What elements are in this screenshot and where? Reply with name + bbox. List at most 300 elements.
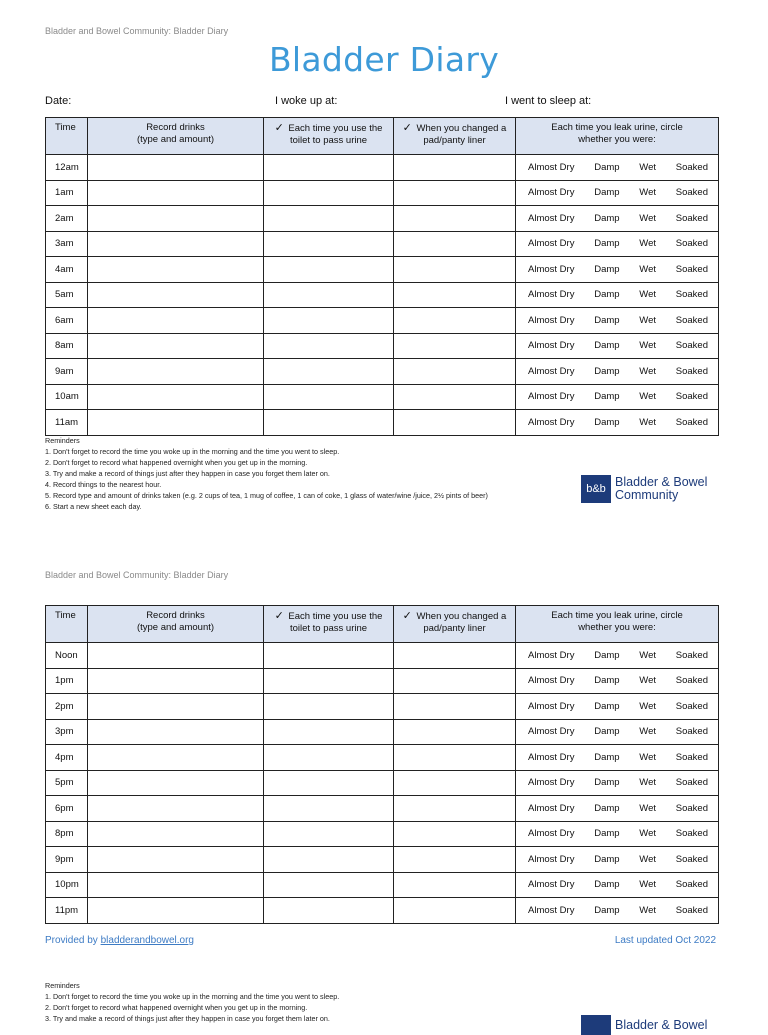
table-row (46, 796, 719, 822)
time-cell: 3pm (46, 719, 88, 745)
page-title: Bladder Diary (268, 40, 500, 79)
drinks-cell[interactable] (88, 770, 264, 796)
toilet-cell[interactable] (264, 410, 394, 436)
checkmark-icon: ✓ (402, 122, 412, 134)
table-row (46, 359, 719, 385)
leak-options (516, 650, 718, 661)
leak-cell (516, 694, 719, 720)
leak-option[interactable]: Almost Dry (528, 289, 575, 301)
pad-cell[interactable] (394, 359, 516, 385)
drinks-cell[interactable] (88, 257, 264, 283)
leak-option[interactable]: Soaked (675, 726, 708, 738)
drinks-cell[interactable] (88, 282, 264, 308)
leak-options (516, 417, 718, 428)
leak-option[interactable]: Soaked (675, 263, 708, 275)
leak-option[interactable]: Soaked (675, 314, 708, 326)
table-row (46, 257, 719, 283)
toilet-cell[interactable] (264, 231, 394, 257)
leak-option[interactable]: Wet (639, 365, 657, 377)
leak-option[interactable]: Damp (594, 187, 620, 199)
toilet-cell[interactable] (264, 308, 394, 334)
leak-option[interactable]: Damp (594, 289, 620, 301)
drinks-cell[interactable] (88, 359, 264, 385)
reminders (45, 435, 488, 512)
time-cell: 2pm (46, 694, 88, 720)
leak-option[interactable]: Almost Dry (528, 161, 575, 173)
reminders-title: Reminders (45, 436, 80, 445)
drinks-cell[interactable] (88, 333, 264, 359)
table-row (46, 282, 719, 308)
table-row (46, 847, 719, 873)
toilet-cell[interactable] (264, 257, 394, 283)
col-leak-header (516, 118, 719, 155)
toilet-cell[interactable] (264, 796, 394, 822)
leak-option[interactable]: Almost Dry (528, 263, 575, 275)
drinks-cell[interactable] (88, 206, 264, 232)
leak-option[interactable]: Wet (639, 263, 657, 275)
leak-option[interactable]: Almost Dry (528, 879, 575, 891)
leak-option[interactable]: Wet (639, 340, 657, 352)
leak-options (516, 701, 718, 712)
leak-option[interactable]: Soaked (675, 365, 708, 377)
leak-option[interactable]: Damp (594, 700, 620, 712)
leak-option[interactable]: Almost Dry (528, 751, 575, 763)
logo-mark: b&b (581, 475, 611, 503)
table-row (46, 410, 719, 436)
table-row (46, 668, 719, 694)
leak-option[interactable]: Wet (639, 904, 657, 916)
reminder-item: 1. Don't forget to record the time you woke up in the morning and the time you went to sleep. (45, 447, 340, 456)
leak-header-line1: Each time you leak urine, circle (551, 122, 683, 133)
leak-option[interactable]: Almost Dry (528, 391, 575, 403)
leak-option[interactable]: Damp (594, 314, 620, 326)
time-cell: 2am (46, 206, 88, 232)
col-leak-header (516, 606, 719, 643)
col-toilet-header (264, 118, 394, 155)
leak-cell (516, 155, 719, 181)
drinks-cell[interactable] (88, 180, 264, 206)
table-row (46, 155, 719, 181)
leak-option[interactable]: Soaked (675, 853, 708, 865)
leak-option[interactable]: Soaked (675, 777, 708, 789)
table-row (46, 643, 719, 669)
leak-option[interactable]: Wet (639, 238, 657, 250)
leak-cell (516, 898, 719, 924)
leak-option[interactable]: Almost Dry (528, 187, 575, 199)
leak-option[interactable]: Soaked (675, 675, 708, 687)
date-label: Date: (45, 95, 72, 107)
leak-cell (516, 333, 719, 359)
reminder-item: 6. Start a new sheet each day. (45, 502, 142, 511)
leak-options (516, 162, 718, 173)
leak-option[interactable]: Damp (594, 340, 620, 352)
leak-options (516, 675, 718, 686)
leak-cell (516, 359, 719, 385)
table-row (46, 745, 719, 771)
drinks-cell[interactable] (88, 694, 264, 720)
leak-option[interactable]: Damp (594, 726, 620, 738)
leak-option[interactable]: Almost Dry (528, 314, 575, 326)
running-header: Bladder and Bowel Community: Bladder Diary (45, 570, 229, 580)
pad-cell[interactable] (394, 898, 516, 924)
leak-option[interactable]: Damp (594, 238, 620, 250)
toilet-header-line1: Each time you use the (288, 123, 383, 134)
drinks-cell[interactable] (88, 796, 264, 822)
table-row (46, 898, 719, 924)
col-drinks-header (88, 118, 264, 155)
leak-cell (516, 821, 719, 847)
pad-cell[interactable] (394, 796, 516, 822)
leak-option[interactable]: Almost Dry (528, 649, 575, 661)
drinks-cell[interactable] (88, 719, 264, 745)
leak-cell (516, 308, 719, 334)
leak-cell (516, 847, 719, 873)
leak-options (516, 391, 718, 402)
pad-cell[interactable] (394, 206, 516, 232)
leak-option[interactable]: Soaked (675, 161, 708, 173)
checkmark-icon: ✓ (402, 610, 412, 622)
table-header-row (46, 118, 719, 155)
drinks-cell[interactable] (88, 847, 264, 873)
leak-option[interactable]: Wet (639, 289, 657, 301)
table-row (46, 821, 719, 847)
leak-option[interactable]: Almost Dry (528, 726, 575, 738)
pad-cell[interactable] (394, 847, 516, 873)
leak-option[interactable]: Almost Dry (528, 802, 575, 814)
leak-cell (516, 384, 719, 410)
leak-option[interactable]: Damp (594, 365, 620, 377)
leak-cell (516, 206, 719, 232)
drinks-cell[interactable] (88, 643, 264, 669)
time-cell: 1am (46, 180, 88, 206)
toilet-cell[interactable] (264, 821, 394, 847)
sleep-label: I went to sleep at: (505, 95, 592, 107)
leak-option[interactable]: Wet (639, 777, 657, 789)
leak-option[interactable]: Almost Dry (528, 238, 575, 250)
table-row (46, 308, 719, 334)
leak-option[interactable]: Soaked (675, 416, 708, 428)
drinks-cell[interactable] (88, 384, 264, 410)
toilet-cell[interactable] (264, 155, 394, 181)
leak-option[interactable]: Soaked (675, 238, 708, 250)
leak-option[interactable]: Almost Dry (528, 365, 575, 377)
reminder-item: 2. Don't forget to record what happened overnight when you get up in the morning. (45, 458, 308, 467)
leak-options (516, 905, 718, 916)
drinks-header-line1: Record drinks (146, 122, 205, 133)
leak-option[interactable]: Almost Dry (528, 675, 575, 687)
leak-options (516, 828, 718, 839)
leak-option[interactable]: Damp (594, 416, 620, 428)
drinks-cell[interactable] (88, 898, 264, 924)
logo-text (615, 476, 707, 502)
pad-cell[interactable] (394, 282, 516, 308)
logo-line2: Community (615, 488, 679, 502)
leak-option[interactable]: Damp (594, 879, 620, 891)
toilet-cell[interactable] (264, 206, 394, 232)
pad-header-line1: When you changed a (416, 123, 507, 134)
footer-last-updated: Last updated Oct 2022 (614, 935, 716, 946)
leak-option[interactable]: Wet (639, 675, 657, 687)
leak-option[interactable]: Soaked (675, 649, 708, 661)
time-cell: 11pm (46, 898, 88, 924)
leak-options (516, 752, 718, 763)
toilet-cell[interactable] (264, 643, 394, 669)
provided-by-label: Provided by (45, 935, 98, 946)
leak-option[interactable]: Almost Dry (528, 777, 575, 789)
pad-cell[interactable] (394, 333, 516, 359)
col-pad-header (394, 118, 516, 155)
pad-cell[interactable] (394, 719, 516, 745)
leak-cell (516, 643, 719, 669)
toilet-cell[interactable] (264, 384, 394, 410)
pad-cell[interactable] (394, 745, 516, 771)
time-cell: 10pm (46, 872, 88, 898)
drinks-cell[interactable] (88, 231, 264, 257)
time-cell: 3am (46, 231, 88, 257)
pad-cell[interactable] (394, 384, 516, 410)
time-cell: 4am (46, 257, 88, 283)
reminders-title: Reminders (45, 981, 80, 990)
diary-table-pm (45, 605, 719, 924)
pad-header-line2: pad/panty liner (423, 135, 486, 146)
leak-option[interactable]: Wet (639, 649, 657, 661)
leak-option[interactable]: Damp (594, 828, 620, 840)
leak-cell (516, 257, 719, 283)
time-cell: 12am (46, 155, 88, 181)
leak-options (516, 726, 718, 737)
leak-option[interactable]: Soaked (675, 828, 708, 840)
col-drinks-header (88, 606, 264, 643)
pad-cell[interactable] (394, 643, 516, 669)
leak-option[interactable]: Almost Dry (528, 212, 575, 224)
toilet-header-line2: toilet to pass urine (289, 623, 368, 634)
diary-table-am (45, 117, 719, 436)
reminder-item: 3. Try and make a record of things just after they happen in case you forget them later on. (45, 469, 330, 478)
leak-option[interactable]: Soaked (675, 802, 708, 814)
leak-option[interactable]: Wet (639, 751, 657, 763)
toilet-header-line1: Each time you use the (288, 611, 383, 622)
table-header-row (46, 606, 719, 643)
drinks-cell[interactable] (88, 155, 264, 181)
drinks-cell[interactable] (88, 410, 264, 436)
time-cell: Noon (46, 643, 88, 669)
pad-cell[interactable] (394, 694, 516, 720)
reminder-item: 1. Don't forget to record the time you woke up in the morning and the time you went to sleep. (45, 992, 340, 1001)
leak-option[interactable]: Soaked (675, 289, 708, 301)
pad-cell[interactable] (394, 257, 516, 283)
leak-option[interactable]: Damp (594, 802, 620, 814)
toilet-cell[interactable] (264, 847, 394, 873)
logo-line1: Bladder & Bowel (615, 475, 708, 489)
table-row (46, 770, 719, 796)
running-header: Bladder and Bowel Community: Bladder Diary (45, 26, 229, 36)
leak-options (516, 879, 718, 890)
leak-options (516, 854, 718, 865)
toilet-cell[interactable] (264, 694, 394, 720)
leak-cell (516, 282, 719, 308)
time-cell: 1pm (46, 668, 88, 694)
leak-options (516, 340, 718, 351)
leak-option[interactable]: Wet (639, 726, 657, 738)
pad-cell[interactable] (394, 155, 516, 181)
logo-line1: Bladder & Bowel (615, 1017, 708, 1032)
leak-option[interactable]: Almost Dry (528, 340, 575, 352)
time-cell: 6am (46, 308, 88, 334)
leak-option[interactable]: Wet (639, 416, 657, 428)
leak-header-line2: whether you were: (578, 622, 656, 633)
col-time-header: Time (46, 606, 88, 643)
toilet-cell[interactable] (264, 282, 394, 308)
leak-option[interactable]: Wet (639, 853, 657, 865)
leak-option[interactable]: Soaked (675, 212, 708, 224)
leak-option[interactable]: Soaked (675, 700, 708, 712)
time-cell: 5am (46, 282, 88, 308)
leak-option[interactable]: Damp (594, 675, 620, 687)
reminder-item: 3. Try and make a record of things just after they happen in case you forget them later on. (45, 1014, 330, 1023)
toilet-cell[interactable] (264, 719, 394, 745)
leak-option[interactable]: Almost Dry (528, 416, 575, 428)
leak-option[interactable]: Wet (639, 391, 657, 403)
leak-option[interactable]: Damp (594, 777, 620, 789)
table-row (46, 333, 719, 359)
brand-logo (581, 1015, 707, 1035)
leak-option[interactable]: Almost Dry (528, 904, 575, 916)
time-cell: 11am (46, 410, 88, 436)
leak-option[interactable]: Soaked (675, 340, 708, 352)
leak-option[interactable]: Wet (639, 879, 657, 891)
toilet-cell[interactable] (264, 872, 394, 898)
table-row (46, 872, 719, 898)
leak-options (516, 238, 718, 249)
pad-cell[interactable] (394, 668, 516, 694)
time-cell: 5pm (46, 770, 88, 796)
leak-options (516, 187, 718, 198)
woke-label: I woke up at: (275, 95, 338, 107)
col-pad-header (394, 606, 516, 643)
drinks-header-line2: (type and amount) (136, 134, 215, 145)
pad-cell[interactable] (394, 410, 516, 436)
pad-cell[interactable] (394, 308, 516, 334)
drinks-cell[interactable] (88, 745, 264, 771)
drinks-cell[interactable] (88, 872, 264, 898)
footer-provided-by (45, 935, 194, 946)
leak-option[interactable]: Almost Dry (528, 853, 575, 865)
leak-cell (516, 872, 719, 898)
website-link[interactable]: bladderandbowel.org (100, 935, 194, 946)
leak-cell (516, 668, 719, 694)
leak-option[interactable]: Damp (594, 263, 620, 275)
leak-options (516, 777, 718, 788)
leak-option[interactable]: Damp (594, 161, 620, 173)
table-row (46, 384, 719, 410)
leak-option[interactable]: Wet (639, 314, 657, 326)
time-cell: 4pm (46, 745, 88, 771)
time-cell: 9am (46, 359, 88, 385)
leak-header-line2: whether you were: (578, 134, 656, 145)
leak-option[interactable]: Damp (594, 649, 620, 661)
leak-option[interactable]: Damp (594, 853, 620, 865)
leak-option[interactable]: Soaked (675, 904, 708, 916)
leak-option[interactable]: Damp (594, 212, 620, 224)
table-row (46, 694, 719, 720)
leak-option[interactable]: Damp (594, 751, 620, 763)
leak-cell (516, 719, 719, 745)
pad-cell[interactable] (394, 821, 516, 847)
drinks-header-line2: (type and amount) (136, 622, 215, 633)
leak-options (516, 803, 718, 814)
toilet-cell[interactable] (264, 898, 394, 924)
toilet-header-line2: toilet to pass urine (289, 135, 368, 146)
drinks-header-line1: Record drinks (146, 610, 205, 621)
table-row (46, 206, 719, 232)
time-cell: 9pm (46, 847, 88, 873)
reminder-item: 5. Record type and amount of drinks taken (e.g. 2 cups of tea, 1 mug of coffee, 1 can of coke, 1 glass of water/wine /juice, 2½ pints of beer) (45, 491, 488, 500)
reminder-item: 2. Don't forget to record what happened overnight when you get up in the morning. (45, 1003, 308, 1012)
checkmark-icon: ✓ (274, 122, 284, 134)
logo-mark (581, 1015, 611, 1035)
leak-options (516, 366, 718, 377)
leak-option[interactable]: Soaked (675, 187, 708, 199)
brand-logo (581, 475, 707, 503)
toilet-cell[interactable] (264, 745, 394, 771)
leak-option[interactable]: Damp (594, 391, 620, 403)
toilet-cell[interactable] (264, 180, 394, 206)
checkmark-icon: ✓ (274, 610, 284, 622)
leak-option[interactable]: Almost Dry (528, 828, 575, 840)
pad-cell[interactable] (394, 872, 516, 898)
drinks-cell[interactable] (88, 821, 264, 847)
drinks-cell[interactable] (88, 668, 264, 694)
leak-cell (516, 231, 719, 257)
leak-option[interactable]: Wet (639, 802, 657, 814)
pad-cell[interactable] (394, 180, 516, 206)
toilet-cell[interactable] (264, 668, 394, 694)
leak-option[interactable]: Almost Dry (528, 700, 575, 712)
leak-options (516, 289, 718, 300)
leak-option[interactable]: Soaked (675, 879, 708, 891)
leak-options (516, 264, 718, 275)
pad-header-line2: pad/panty liner (423, 623, 486, 634)
leak-header-line1: Each time you leak urine, circle (551, 610, 683, 621)
pad-cell[interactable] (394, 770, 516, 796)
table-row (46, 719, 719, 745)
pad-header-line1: When you changed a (416, 611, 507, 622)
reminder-item: 4. Record things to the nearest hour. (45, 480, 162, 489)
leak-cell (516, 745, 719, 771)
leak-option[interactable]: Soaked (675, 391, 708, 403)
time-cell: 8am (46, 333, 88, 359)
reminders (45, 980, 339, 1024)
leak-cell (516, 770, 719, 796)
pad-cell[interactable] (394, 231, 516, 257)
leak-option[interactable]: Wet (639, 161, 657, 173)
leak-options (516, 315, 718, 326)
drinks-cell[interactable] (88, 308, 264, 334)
leak-option[interactable]: Wet (639, 187, 657, 199)
toilet-cell[interactable] (264, 770, 394, 796)
leak-option[interactable]: Wet (639, 828, 657, 840)
leak-option[interactable]: Damp (594, 904, 620, 916)
time-cell: 8pm (46, 821, 88, 847)
time-cell: 10am (46, 384, 88, 410)
leak-option[interactable]: Soaked (675, 751, 708, 763)
leak-cell (516, 410, 719, 436)
toilet-cell[interactable] (264, 333, 394, 359)
toilet-cell[interactable] (264, 359, 394, 385)
leak-option[interactable]: Wet (639, 212, 657, 224)
table-row (46, 180, 719, 206)
leak-option[interactable]: Wet (639, 700, 657, 712)
